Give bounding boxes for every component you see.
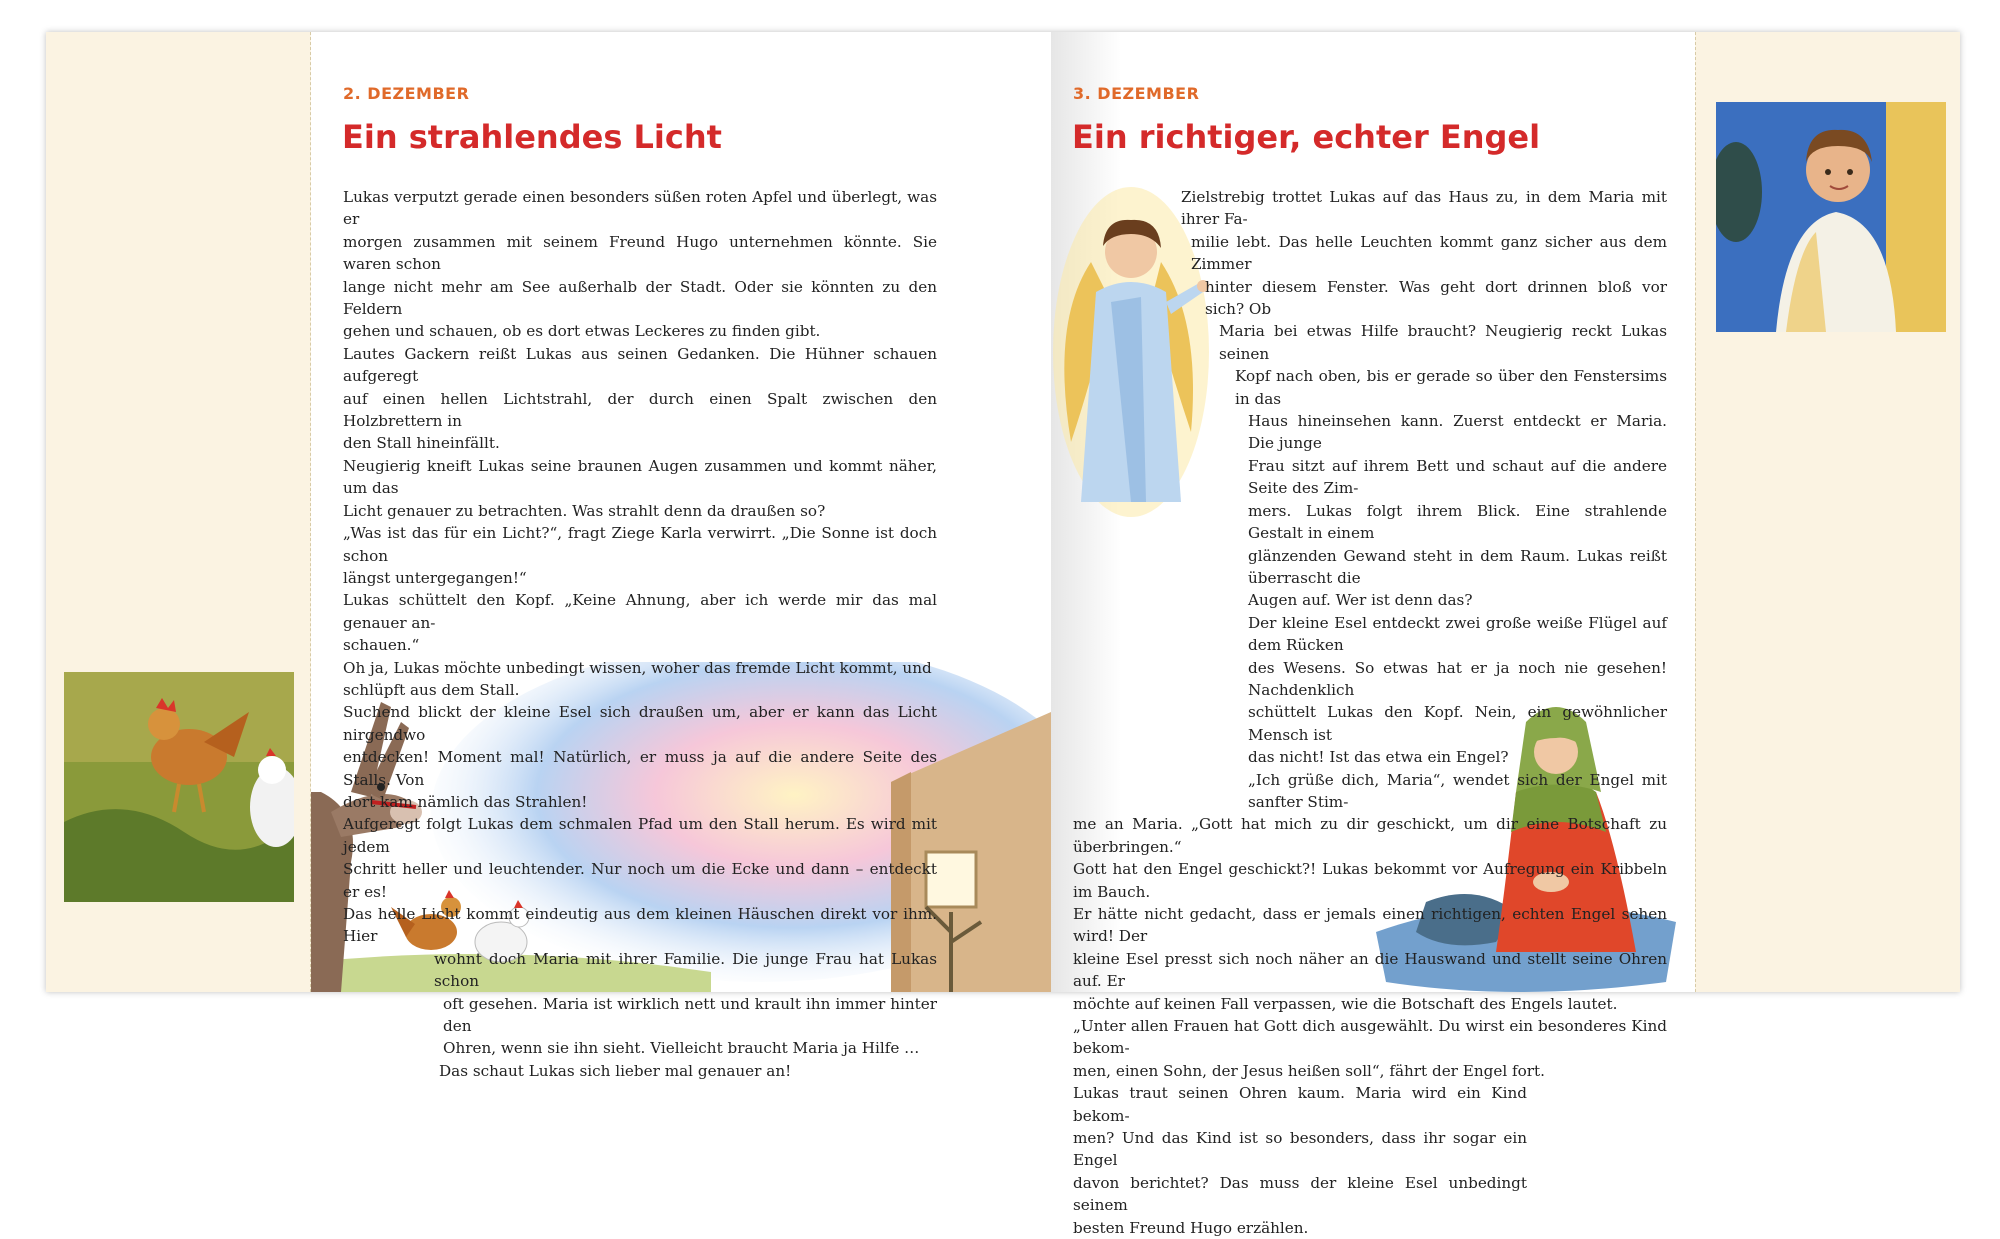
text-line: Maria bei etwas Hilfe braucht? Neugierig reckt Lukas seinen xyxy=(1219,322,1667,363)
text-line: Haus hineinsehen kann. Zuerst entdeckt er Maria. Die junge xyxy=(1248,412,1667,453)
text-line: Zielstrebig trottet Lukas auf das Haus zu, in dem Maria mit ihrer Fa- xyxy=(1181,188,1667,229)
text-line: Lukas schüttelt den Kopf. „Keine Ahnung, aber ich werde mir das mal genauer an- xyxy=(343,591,937,632)
right-page-date: 3. DEZEMBER xyxy=(1073,84,1200,103)
text-line: auf einen hellen Lichtstrahl, der durch einen Spalt zwischen den Holzbrettern in xyxy=(343,389,937,431)
text-line: Der kleine Esel entdeckt zwei große weiße Flügel auf dem Rücken xyxy=(1248,613,1667,655)
text-line: oft gesehen. Maria ist wirklich nett und krault ihn immer hinter den xyxy=(443,994,937,1036)
text-line: entdecken! Moment mal! Natürlich, er muss ja auf die andere Seite des Stalls. Von xyxy=(343,748,937,789)
text-line: das nicht! Ist das etwa ein Engel? xyxy=(1248,748,1509,767)
text-line: wohnt doch Maria mit ihrer Familie. Die junge Frau hat Lukas schon xyxy=(434,949,937,991)
text-line: Ohren, wenn sie ihn sieht. Vielleicht braucht Maria ja Hilfe … xyxy=(443,1039,920,1058)
text-line: besten Freund Hugo erzählen. xyxy=(1073,1218,1309,1237)
text-line: schlüpft aus dem Stall. xyxy=(343,680,520,699)
text-line: Gott hat den Engel geschickt?! Lukas bekommt vor Aufregung ein Kribbeln im Bauch. xyxy=(1073,860,1667,901)
text-line: me an Maria. „Gott hat mich zu dir geschickt, um dir eine Botschaft zu überbringen.“ xyxy=(1073,815,1667,856)
text-line: längst untergegangen!“ xyxy=(343,568,527,587)
text-line: Lukas verputzt gerade einen besonders süßen roten Apfel und überlegt, was er xyxy=(343,188,937,229)
text-line: Das schaut Lukas sich lieber mal genauer an! xyxy=(439,1061,792,1080)
text-line: Kopf nach oben, bis er gerade so über den Fenstersims in das xyxy=(1235,367,1667,408)
text-line: Frau sitzt auf ihrem Bett und schaut auf die andere Seite des Zim- xyxy=(1248,456,1667,498)
text-line: men? Und das Kind ist so besonders, dass ihr sogar ein Engel xyxy=(1073,1129,1527,1170)
angel-thumbnail-illustration xyxy=(1716,102,1946,332)
text-line: Suchend blickt der kleine Esel sich draußen um, aber er kann das Licht nirgendwo xyxy=(343,703,937,744)
right-page-body xyxy=(1073,186,1667,1239)
text-line: „Ich grüße dich, Maria“, wendet sich der Engel mit sanfter Stim- xyxy=(1248,770,1667,811)
text-line: mers. Lukas folgt ihrem Blick. Eine strahlende Gestalt in einem xyxy=(1248,501,1667,543)
book-spread xyxy=(46,32,1960,1237)
text-line: dort kam nämlich das Strahlen! xyxy=(343,792,588,811)
text-line: kleine Esel presst sich noch näher an die Hauswand und stellt seine Ohren auf. Er xyxy=(1073,949,1667,991)
text-line: schüttelt Lukas den Kopf. Nein, ein gewöhnlicher Mensch ist xyxy=(1248,703,1667,744)
text-line: des Wesens. So etwas hat er ja noch nie gesehen! Nachdenklich xyxy=(1248,658,1667,699)
left-page-body xyxy=(343,186,937,1082)
text-line: gehen und schauen, ob es dort etwas Leckeres zu finden gibt. xyxy=(343,322,821,341)
text-line: möchte auf keinen Fall verpassen, wie die Botschaft des Engels lautet. xyxy=(1073,994,1618,1013)
text-line: Oh ja, Lukas möchte unbedingt wissen, woher das fremde Licht kommt, und xyxy=(343,658,932,677)
text-line: Schritt heller und leuchtender. Nur noch um die Ecke und dann – entdeckt er es! xyxy=(343,860,937,901)
text-line: Aufgeregt folgt Lukas dem schmalen Pfad um den Stall herum. Es wird mit jedem xyxy=(343,815,937,856)
text-line: Neugierig kneift Lukas seine braunen Augen zusammen und kommt näher, um das xyxy=(343,456,937,498)
text-line: lange nicht mehr am See außerhalb der Stadt. Oder sie könnten zu den Feldern xyxy=(343,277,937,319)
text-line: „Was ist das für ein Licht?“, fragt Ziege Karla verwirrt. „Die Sonne ist doch schon xyxy=(343,524,937,565)
left-page-date: 2. DEZEMBER xyxy=(343,84,470,103)
text-line: davon berichtet? Das muss der kleine Esel unbedingt seinem xyxy=(1073,1173,1527,1215)
text-line: Das helle Licht kommt eindeutig aus dem kleinen Häuschen direkt vor ihm. Hier xyxy=(343,905,937,946)
left-page-title: Ein strahlendes Licht xyxy=(342,118,722,156)
text-line: glänzenden Gewand steht in dem Raum. Lukas reißt überrascht die xyxy=(1248,546,1667,587)
text-line: hinter diesem Fenster. Was geht dort drinnen bloß vor sich? Ob xyxy=(1205,277,1667,319)
text-line: Augen auf. Wer ist denn das? xyxy=(1248,591,1473,610)
text-line: schauen.“ xyxy=(343,636,420,655)
right-page-title: Ein richtiger, echter Engel xyxy=(1072,118,1541,156)
text-line: milie lebt. Das helle Leuchten kommt ganz sicher aus dem Zimmer xyxy=(1191,232,1667,274)
hens-thumbnail-illustration xyxy=(64,672,294,902)
text-line: Licht genauer zu betrachten. Was strahlt denn da draußen so? xyxy=(343,501,826,520)
text-line: morgen zusammen mit seinem Freund Hugo unternehmen könnte. Sie waren schon xyxy=(343,232,937,274)
text-line: den Stall hineinfällt. xyxy=(343,434,500,453)
text-line: Er hätte nicht gedacht, dass er jemals einen richtigen, echten Engel sehen wird! Der xyxy=(1073,905,1667,946)
text-line: men, einen Sohn, der Jesus heißen soll“, fährt der Engel fort. xyxy=(1073,1061,1545,1080)
text-line: Lautes Gackern reißt Lukas aus seinen Gedanken. Die Hühner schauen aufgeregt xyxy=(343,344,937,386)
text-line: „Unter allen Frauen hat Gott dich ausgewählt. Du wirst ein besonderes Kind bekom- xyxy=(1073,1017,1667,1058)
text-line: Lukas traut seinen Ohren kaum. Maria wird ein Kind bekom- xyxy=(1073,1084,1527,1125)
